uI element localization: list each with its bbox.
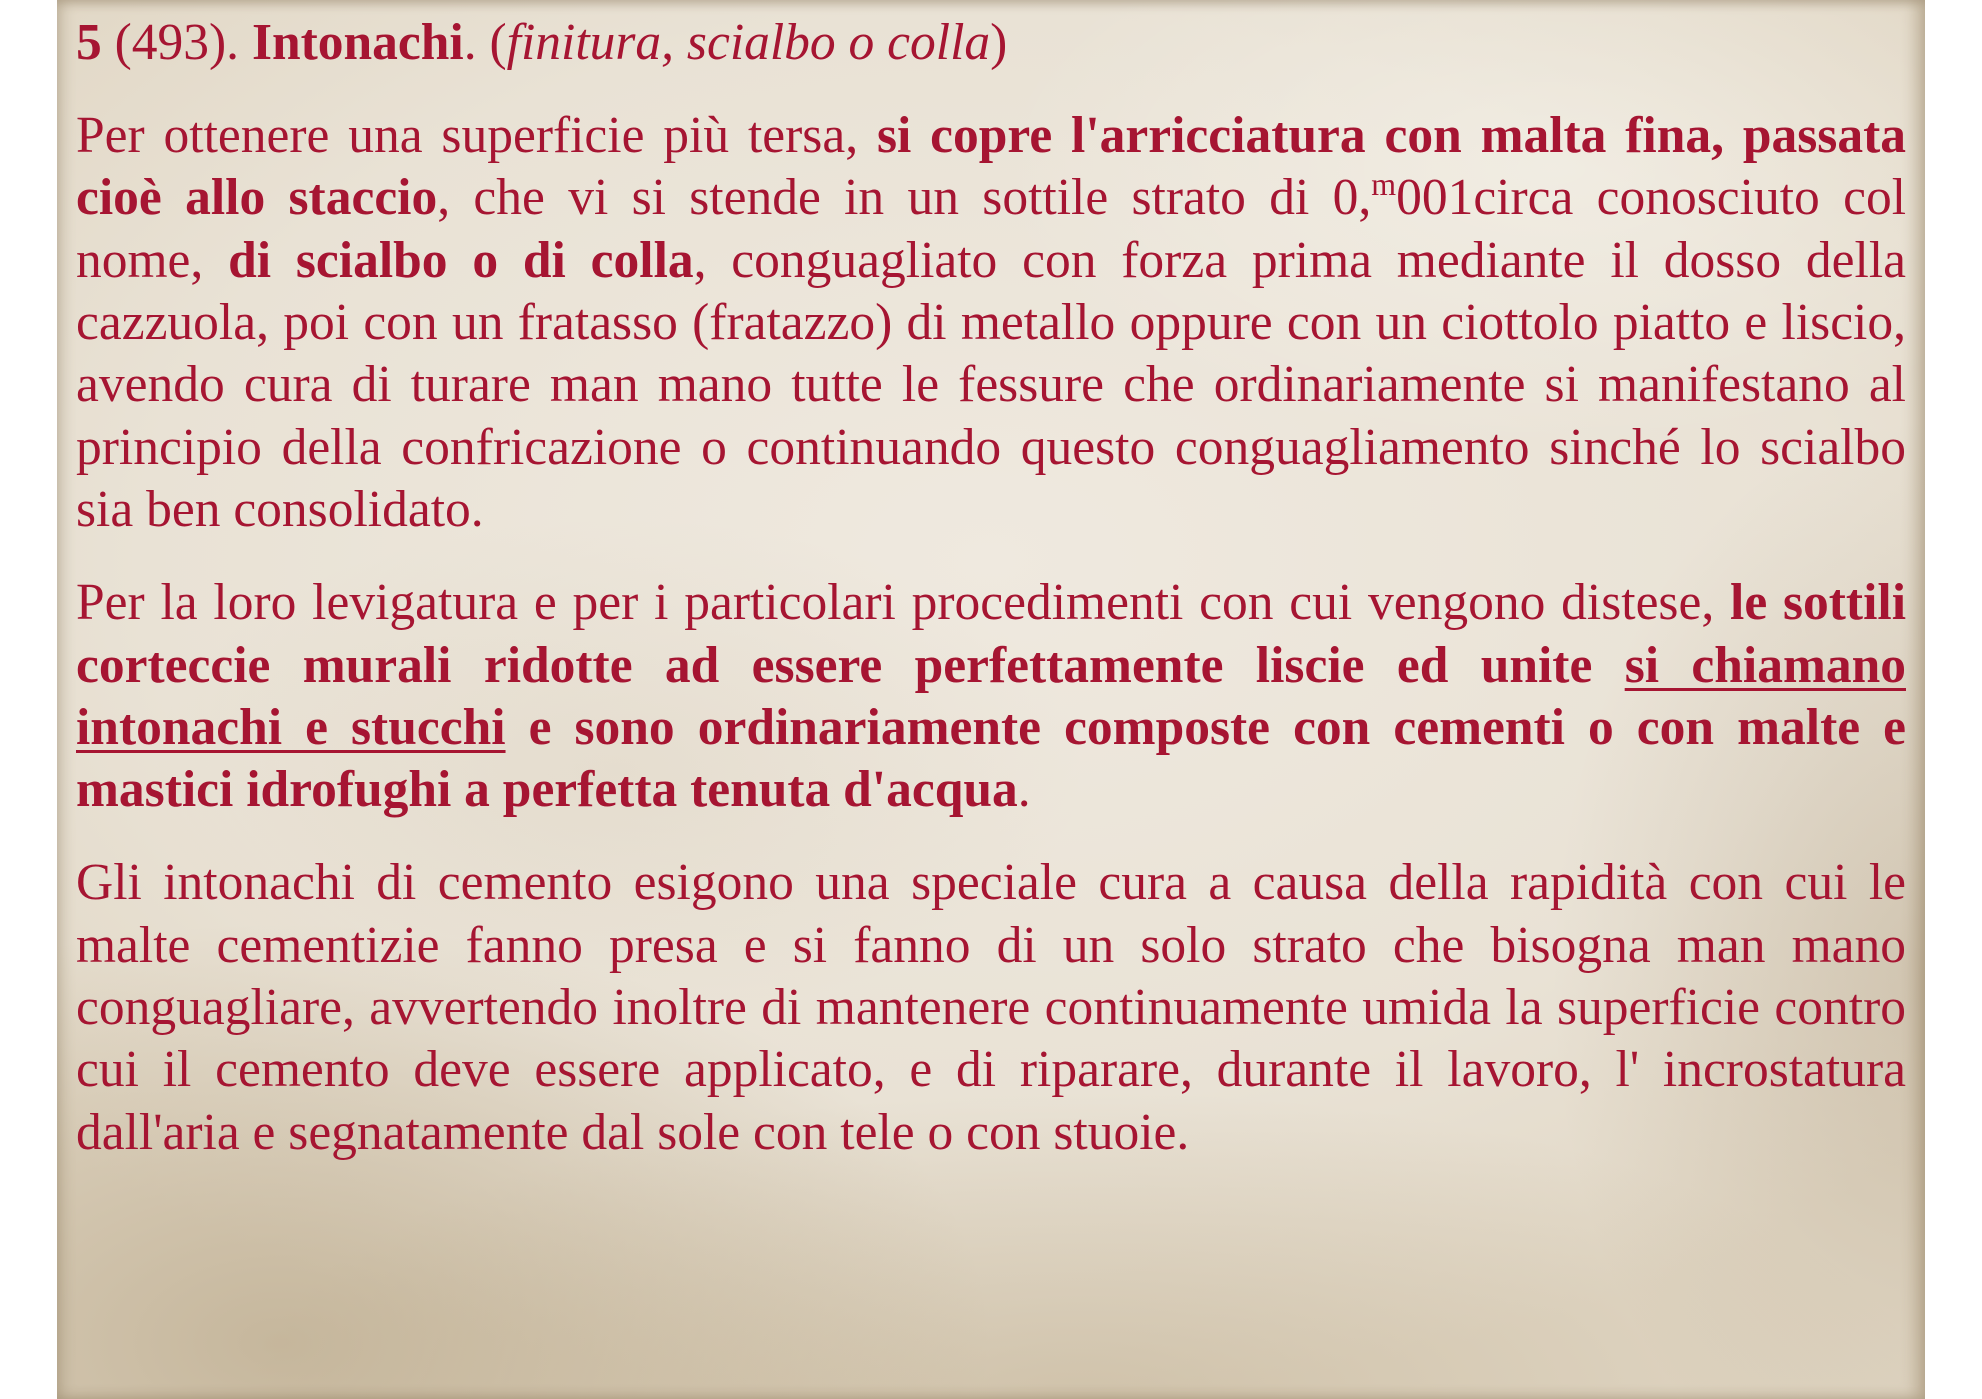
superscript-unit: m	[1371, 167, 1397, 203]
paragraph-2-line-3	[76, 697, 1906, 759]
heading-close-paren: )	[990, 14, 1008, 71]
text-run: conguagliare, avvertendo inoltre di mantenere continuamente umida la superficie contro	[76, 978, 1906, 1036]
paragraph-1-line-4	[76, 292, 1906, 354]
underlined-bold-run: intonachi e stucchi	[76, 698, 506, 756]
paragraph-1-line-1	[76, 105, 1906, 167]
paragraph-2-line-1	[76, 572, 1906, 634]
paragraph-3-line-3	[76, 977, 1906, 1039]
text-run: malte cementizie fanno presa e si fanno di un solo strato che bisogna man mano	[76, 916, 1906, 974]
paragraph-3-line-5	[76, 1102, 1906, 1164]
bold-run: le sottili	[1730, 574, 1907, 632]
paragraph-3-line-2	[76, 915, 1906, 977]
section-reference: (493).	[101, 14, 252, 71]
text-run: avendo cura di turare man mano tutte le fessure che ordinariamente si manifestano al	[76, 356, 1906, 414]
paragraph-2-line-2	[76, 635, 1906, 697]
text-run: Per ottenere una superficie più tersa,	[76, 106, 877, 164]
text-run: cui il cemento deve essere applicato, e di riparare, durante il lavoro, l' incrostatura	[76, 1041, 1906, 1099]
bold-run: e sono ordinariamente composte con cementi o con malte e	[505, 698, 1906, 756]
text-run: Gli intonachi di cemento esigono una speciale cura a causa della rapidità con cui le	[76, 854, 1906, 912]
text-run: .	[1017, 761, 1031, 819]
section-subtitle: finitura, scialbo o colla	[506, 14, 991, 71]
paragraph-1-line-7	[76, 479, 1906, 541]
paragraph-1-line-2	[76, 167, 1906, 229]
paragraph-2	[76, 572, 1906, 822]
paragraph-1-line-6	[76, 417, 1906, 479]
section-title: Intonachi	[251, 14, 464, 71]
bold-run: corteccie murali ridotte ad essere perfettamente liscie ed unite	[76, 636, 1625, 694]
section-heading	[76, 12, 1906, 74]
heading-separator: . (	[463, 14, 507, 71]
parchment-background	[57, 0, 1925, 1399]
paragraph-3	[76, 852, 1906, 1164]
text-run: principio della confricazione o continuando questo conguagliamento sinché lo scialbo	[76, 418, 1906, 476]
text-run: 001circa conosciuto col	[1396, 169, 1907, 227]
text-run: , conguagliato con forza prima mediante il dosso della	[693, 231, 1906, 289]
paragraph-3-line-4	[76, 1039, 1906, 1101]
text-run: nome,	[76, 231, 229, 289]
section-number: 5	[76, 14, 102, 71]
text-run: sia ben consolidato.	[76, 481, 484, 539]
bold-run: mastici idrofughi a perfetta tenuta d'acqua	[76, 761, 1018, 819]
text-run: cazzuola, poi con un fratasso (fratazzo) di metallo oppure con un ciottolo piatto e liscio,	[76, 294, 1906, 352]
bold-run: cioè allo staccio	[76, 169, 438, 227]
underlined-bold-run: si chiamano	[1624, 636, 1906, 694]
paragraph-1-line-3	[76, 230, 1906, 292]
text-run: Per la loro levigatura e per i particolari procedimenti con cui vengono distese,	[76, 574, 1731, 632]
paragraph-2-line-4	[76, 759, 1906, 821]
paragraph-1	[76, 105, 1906, 542]
paragraph-3-line-1	[76, 852, 1906, 914]
document-body	[76, 12, 1906, 1164]
paragraph-1-line-5	[76, 354, 1906, 416]
bold-run: si copre l'arricciatura con malta fina, passata	[876, 106, 1906, 164]
text-run: dall'aria e segnatamente dal sole con tele o con stuoie.	[76, 1103, 1190, 1161]
bold-run: di scialbo o di colla	[228, 231, 694, 289]
text-run: , che vi si stende in un sottile strato di 0,	[437, 169, 1372, 227]
